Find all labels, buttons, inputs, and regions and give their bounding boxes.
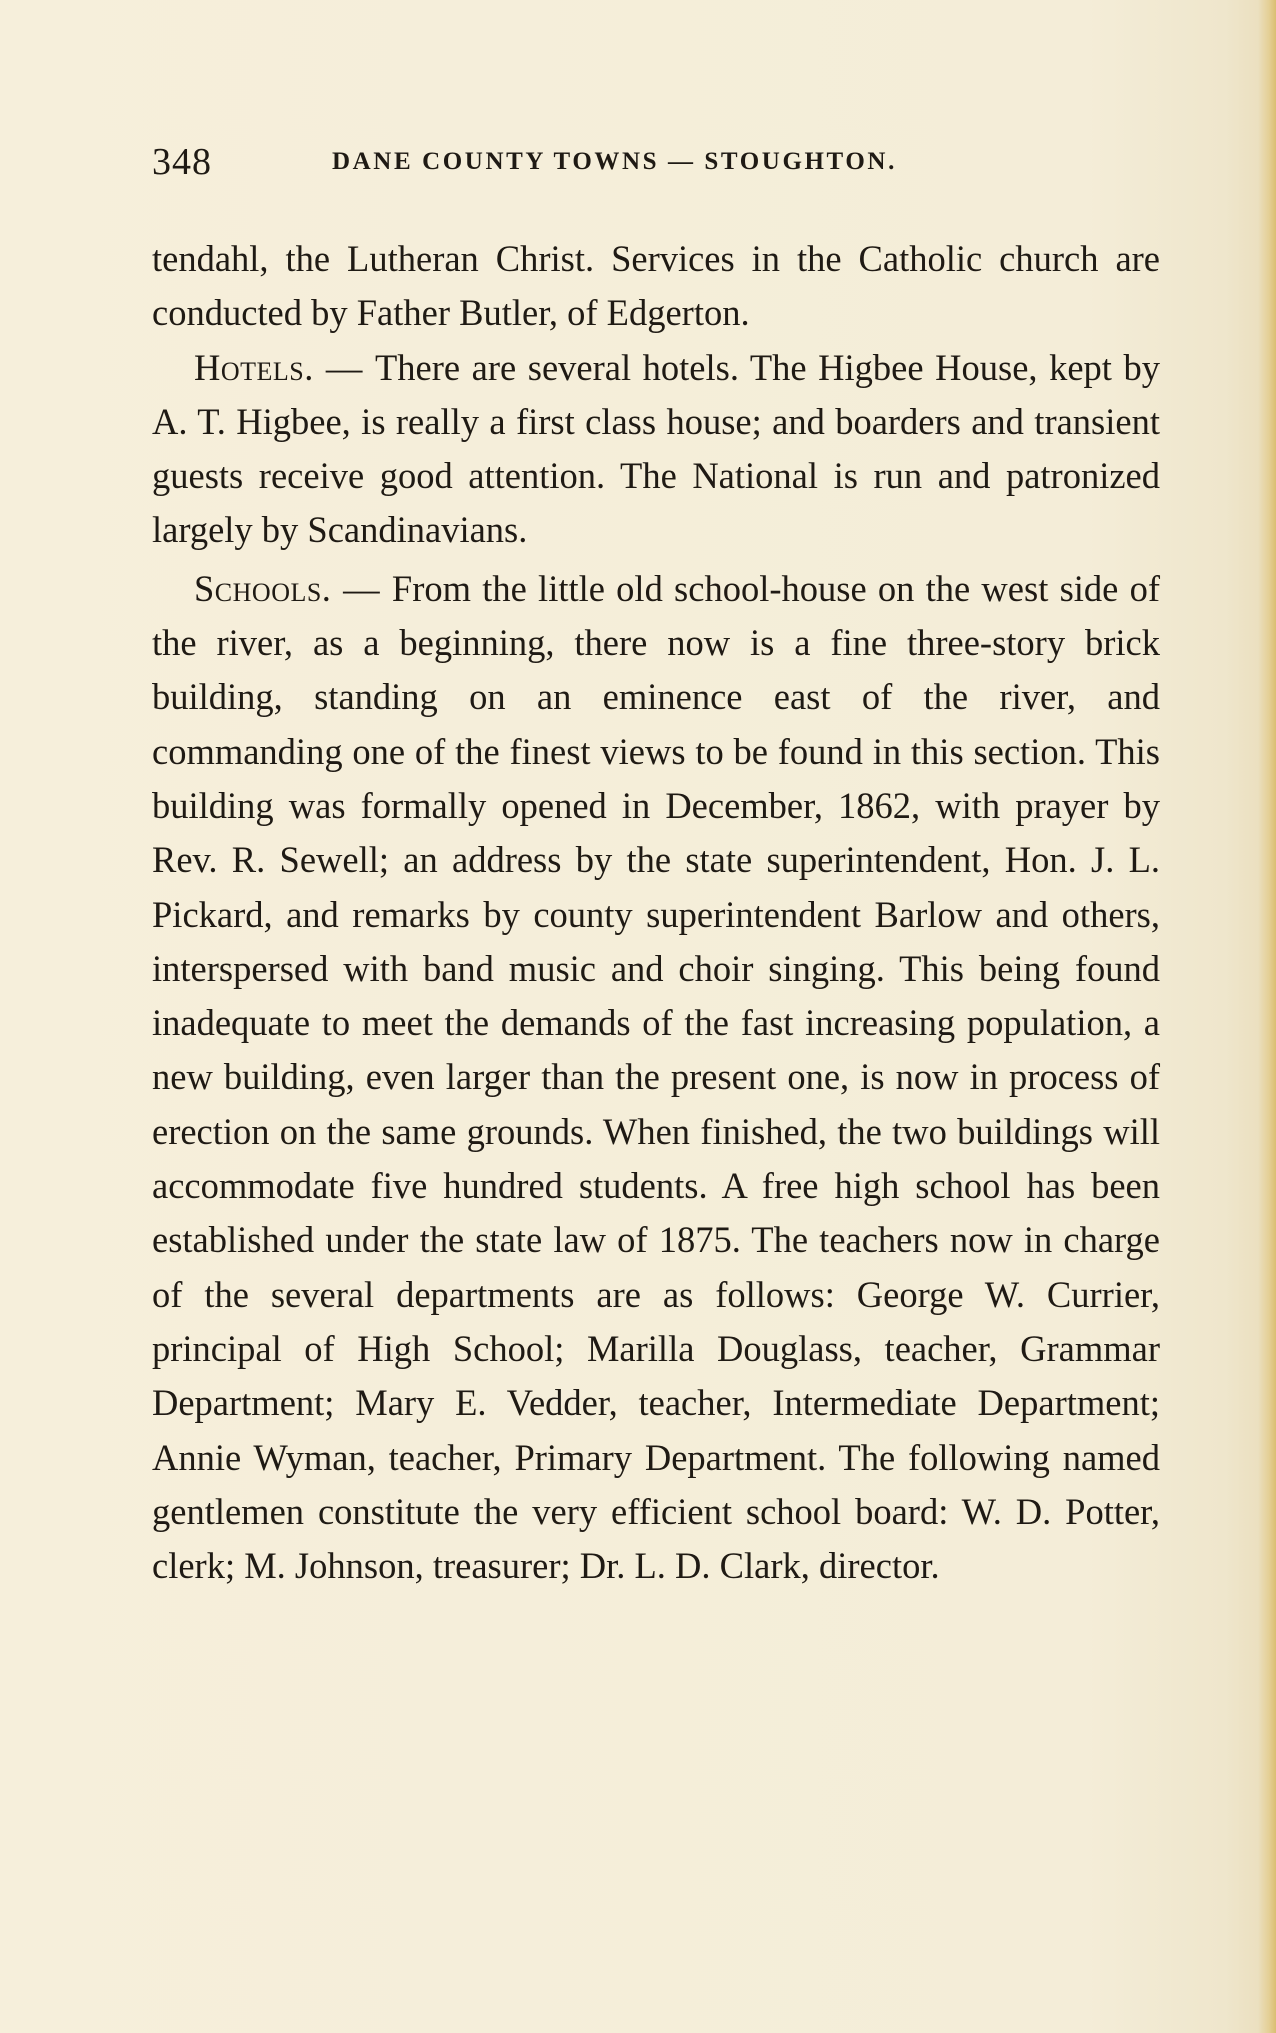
body-text <box>152 232 1160 1593</box>
paragraph-text: From the little old school-house on the west side of the river, as a beginning, there now is a fine three-story brick building, standing on an eminence east of the river, and commanding one of the finest views to be found in this section. This building was formally opened in December, 1862, with prayer by Rev. R. Sewell; an address by the state superintendent, Hon. J. L. Pickard, and remarks by county superintendent Barlow and others, interspersed with band music and choir singing. This being found inadequate to meet the demands of the fast increasing population, a new building, even larger than the present one, is now in process of erection on the same grounds. When finished, the two buildings will accommodate five hundred students. A free high school has been established under the state law of 1875. The teachers now in charge of the several departments are as follows: George W. Currier, principal of High School; Marilla Douglass, teacher, Grammar Department; Mary E. Vedder, teacher, Intermediate Department; Annie Wyman, teacher, Primary Department. The following named gentlemen constitute the very efficient school board: W. D. Potter, clerk; M. Johnson, treasurer; Dr. L. D. Clark, director. <box>152 567 1160 1587</box>
page-header <box>152 140 1142 190</box>
paragraph-schools <box>152 562 1160 1594</box>
paragraph-text: There are several hotels. The Higbee House, kept by A. T. Higbee, is really a first class house; and boarders and transient guests receive good attention. The National is run and patronized largely by Scandinavians. <box>152 346 1160 551</box>
paragraph-continuation <box>152 232 1160 341</box>
running-head: DANE COUNTY TOWNS — STOUGHTON. <box>332 148 897 175</box>
page-edge-shadow <box>1258 0 1276 2033</box>
section-heading-hotels: Hotels. — <box>194 346 375 388</box>
paragraph-hotels <box>152 341 1160 558</box>
page-number: 348 <box>152 141 212 183</box>
section-heading-schools: Schools. — <box>194 567 392 609</box>
paragraph-text: tendahl, the Lutheran Christ. Services in the Catholic church are conducted by Father Butler, of Edgerton. <box>152 238 1160 334</box>
